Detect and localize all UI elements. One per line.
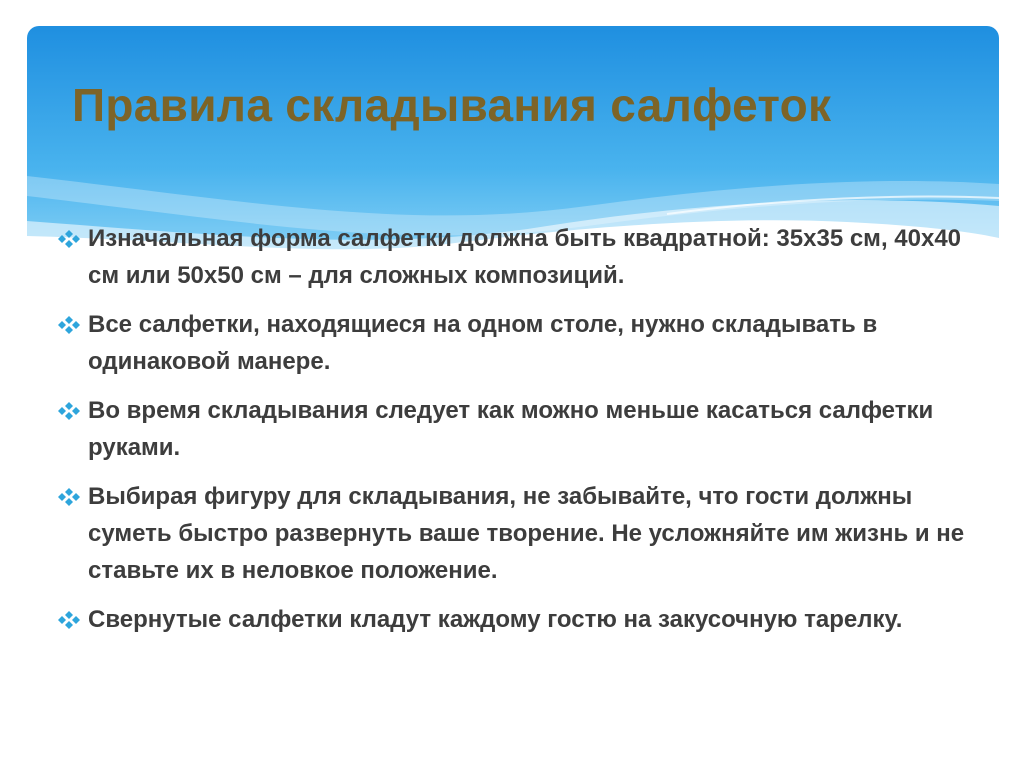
slide-title: Правила складывания салфеток [72,79,832,131]
diamond-cluster-icon [58,488,80,506]
diamond-cluster-icon [58,611,80,629]
bullet-text: Изначальная форма салфетки должна быть квадратной: 35х35 см, 40х40 см или 50х50 см – для сложных композиций. [88,225,962,289]
diamond-cluster-icon [58,402,80,420]
list-item [58,601,978,638]
bullet-text: Все салфетки, находящиеся на одном столе, нужно складывать в одинаковой манере. [88,311,878,375]
bullet-text: Выбирая фигуру для складывания, не забывайте, что гости должны суметь быстро развернуть ваше творение. Не усложняйте им жизнь и не ставьте их в неловкое положение. [88,483,965,584]
diamond-cluster-icon [58,316,80,334]
list-item [58,220,978,294]
bullet-text: Во время складывания следует как можно меньше касаться салфетки руками. [88,397,934,461]
list-item [58,306,978,380]
list-item [58,392,978,466]
list-item [58,478,978,589]
diamond-cluster-icon [58,230,80,248]
bullet-text: Свернутые салфетки кладут каждому гостю на закусочную тарелку. [88,606,903,633]
bullet-list [58,220,978,650]
